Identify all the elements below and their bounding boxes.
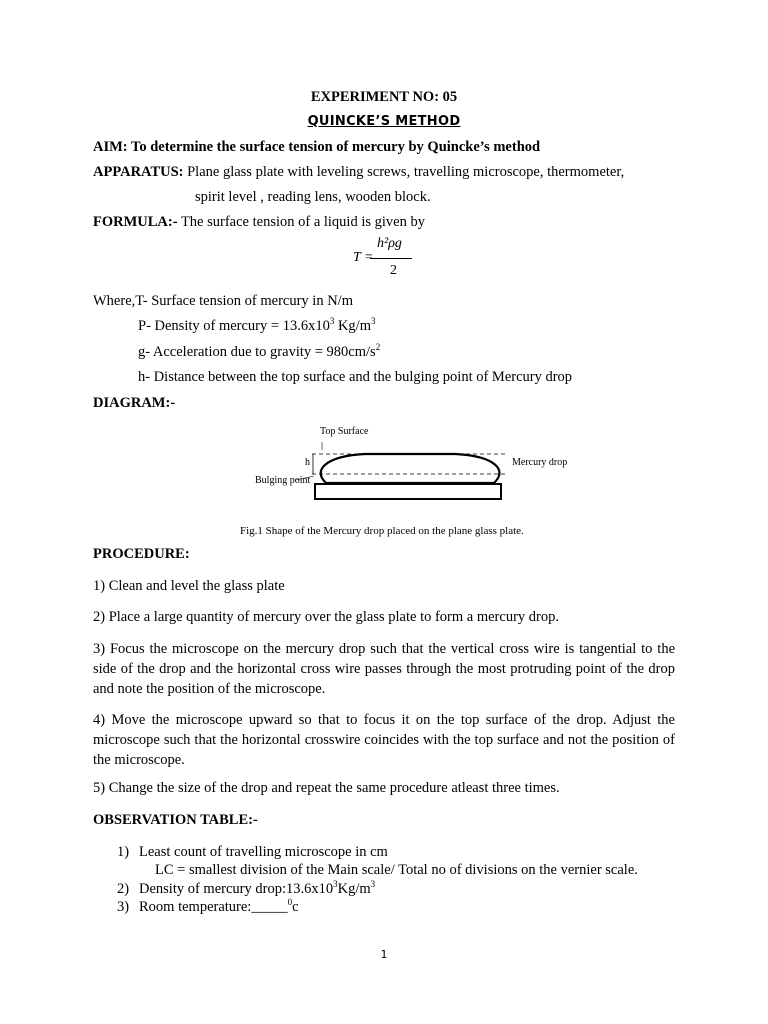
apparatus-text: Plane glass plate with leveling screws, travelling microscope, thermometer, [187,164,625,180]
observation-item-3 [139,899,299,916]
mercury-drop-shape [321,454,500,483]
surface-tension-formula [347,236,417,286]
method-title: QUINCKE’S METHOD [307,114,461,129]
formula-label: FORMULA:- [93,214,178,230]
glass-plate [315,484,501,499]
apparatus-line [93,164,624,181]
procedure-step-4: 4) Move the microscope upward so that to focus it on the top surface of the drop. Adjust the microscope such that the horizontal crosswire coincides with the top surface and not the position of the microscope. [93,712,675,768]
formula-line [93,214,425,231]
formula-lhs: T = [353,250,374,265]
top-surface-label: Top Surface [320,426,369,437]
apparatus-line2: spirit level , reading lens, wooden block. [195,189,431,205]
procedure-step-5: 5) Change the size of the drop and repeat the same procedure atleast three times. [93,780,560,796]
figure-caption: Fig.1 Shape of the Mercury drop placed on the plane glass plate. [240,525,524,537]
procedure-step-3: 3) Focus the microscope on the mercury drop such that the vertical cross wire is tangential to the side of the drop and the horizontal cross wire passes through the most protruding point of the drop and note the position of the microscope. [93,641,675,697]
gravity-text: g- Acceleration due to gravity = 980cm/s [138,344,376,360]
formula-text: The surface tension of a liquid is given by [180,214,425,230]
density-unit: Kg/m [334,318,371,334]
gravity-exponent: 2 [375,342,381,353]
formula-numerator: h²ρg [377,236,402,251]
temperature-unit: c [292,899,299,915]
observation-item-2 [139,881,375,898]
h-label: h [305,457,310,468]
where-density-line [138,318,375,335]
mercury-density-unit: Kg/m [337,881,371,897]
mercury-density-exponent: 3 [333,879,338,890]
mercury-drop-label: Mercury drop [512,457,568,468]
aim-label: AIM: [93,139,128,155]
observation-item-1: Least count of travelling microscope in cm [139,844,388,860]
mercury-density-unit-exponent: 3 [370,879,376,890]
density-exponent: 3 [329,316,335,327]
observation-item-2-number: 2) [117,881,130,897]
page-number: 1 [380,948,388,961]
procedure-step-1: 1) Clean and level the glass plate [93,578,285,594]
where-gravity-line [138,344,380,361]
room-temperature-text: Room temperature:_____ [139,899,288,915]
mercury-density-text: Density of mercury drop:13.6x10 [139,881,334,897]
procedure-label: PROCEDURE: [93,546,190,562]
apparatus-label: APPARATUS: [93,164,184,180]
aim-text: To determine the surface tension of mercury by Quincke’s method [131,139,541,155]
where-h-line: h- Distance between the top surface and the bulging point of Mercury drop [138,369,573,385]
experiment-heading: EXPERIMENT NO: 05 [310,89,458,105]
density-text: Ρ- Density of mercury = 13.6x10 [138,318,330,334]
observation-label: OBSERVATION TABLE:- [93,812,258,828]
bulging-point-label: Bulging point [255,475,311,486]
observation-item-1-number: 1) [117,844,130,860]
diagram-label: DIAGRAM:- [93,395,176,411]
observation-item-3-number: 3) [117,899,130,915]
least-count-formula: LC = smallest division of the Main scale/ Total no of divisions on the vernier scale. [155,862,638,878]
fraction-bar [370,258,412,259]
degree-superscript: 0 [287,897,293,908]
density-unit-exponent: 3 [370,316,376,327]
aim-line [93,139,540,156]
formula-denominator: 2 [390,263,397,278]
procedure-step-2: 2) Place a large quantity of mercury over the glass plate to form a mercury drop. [93,609,559,625]
where-t-line: Where,T- Surface tension of mercury in N/m [93,293,353,309]
